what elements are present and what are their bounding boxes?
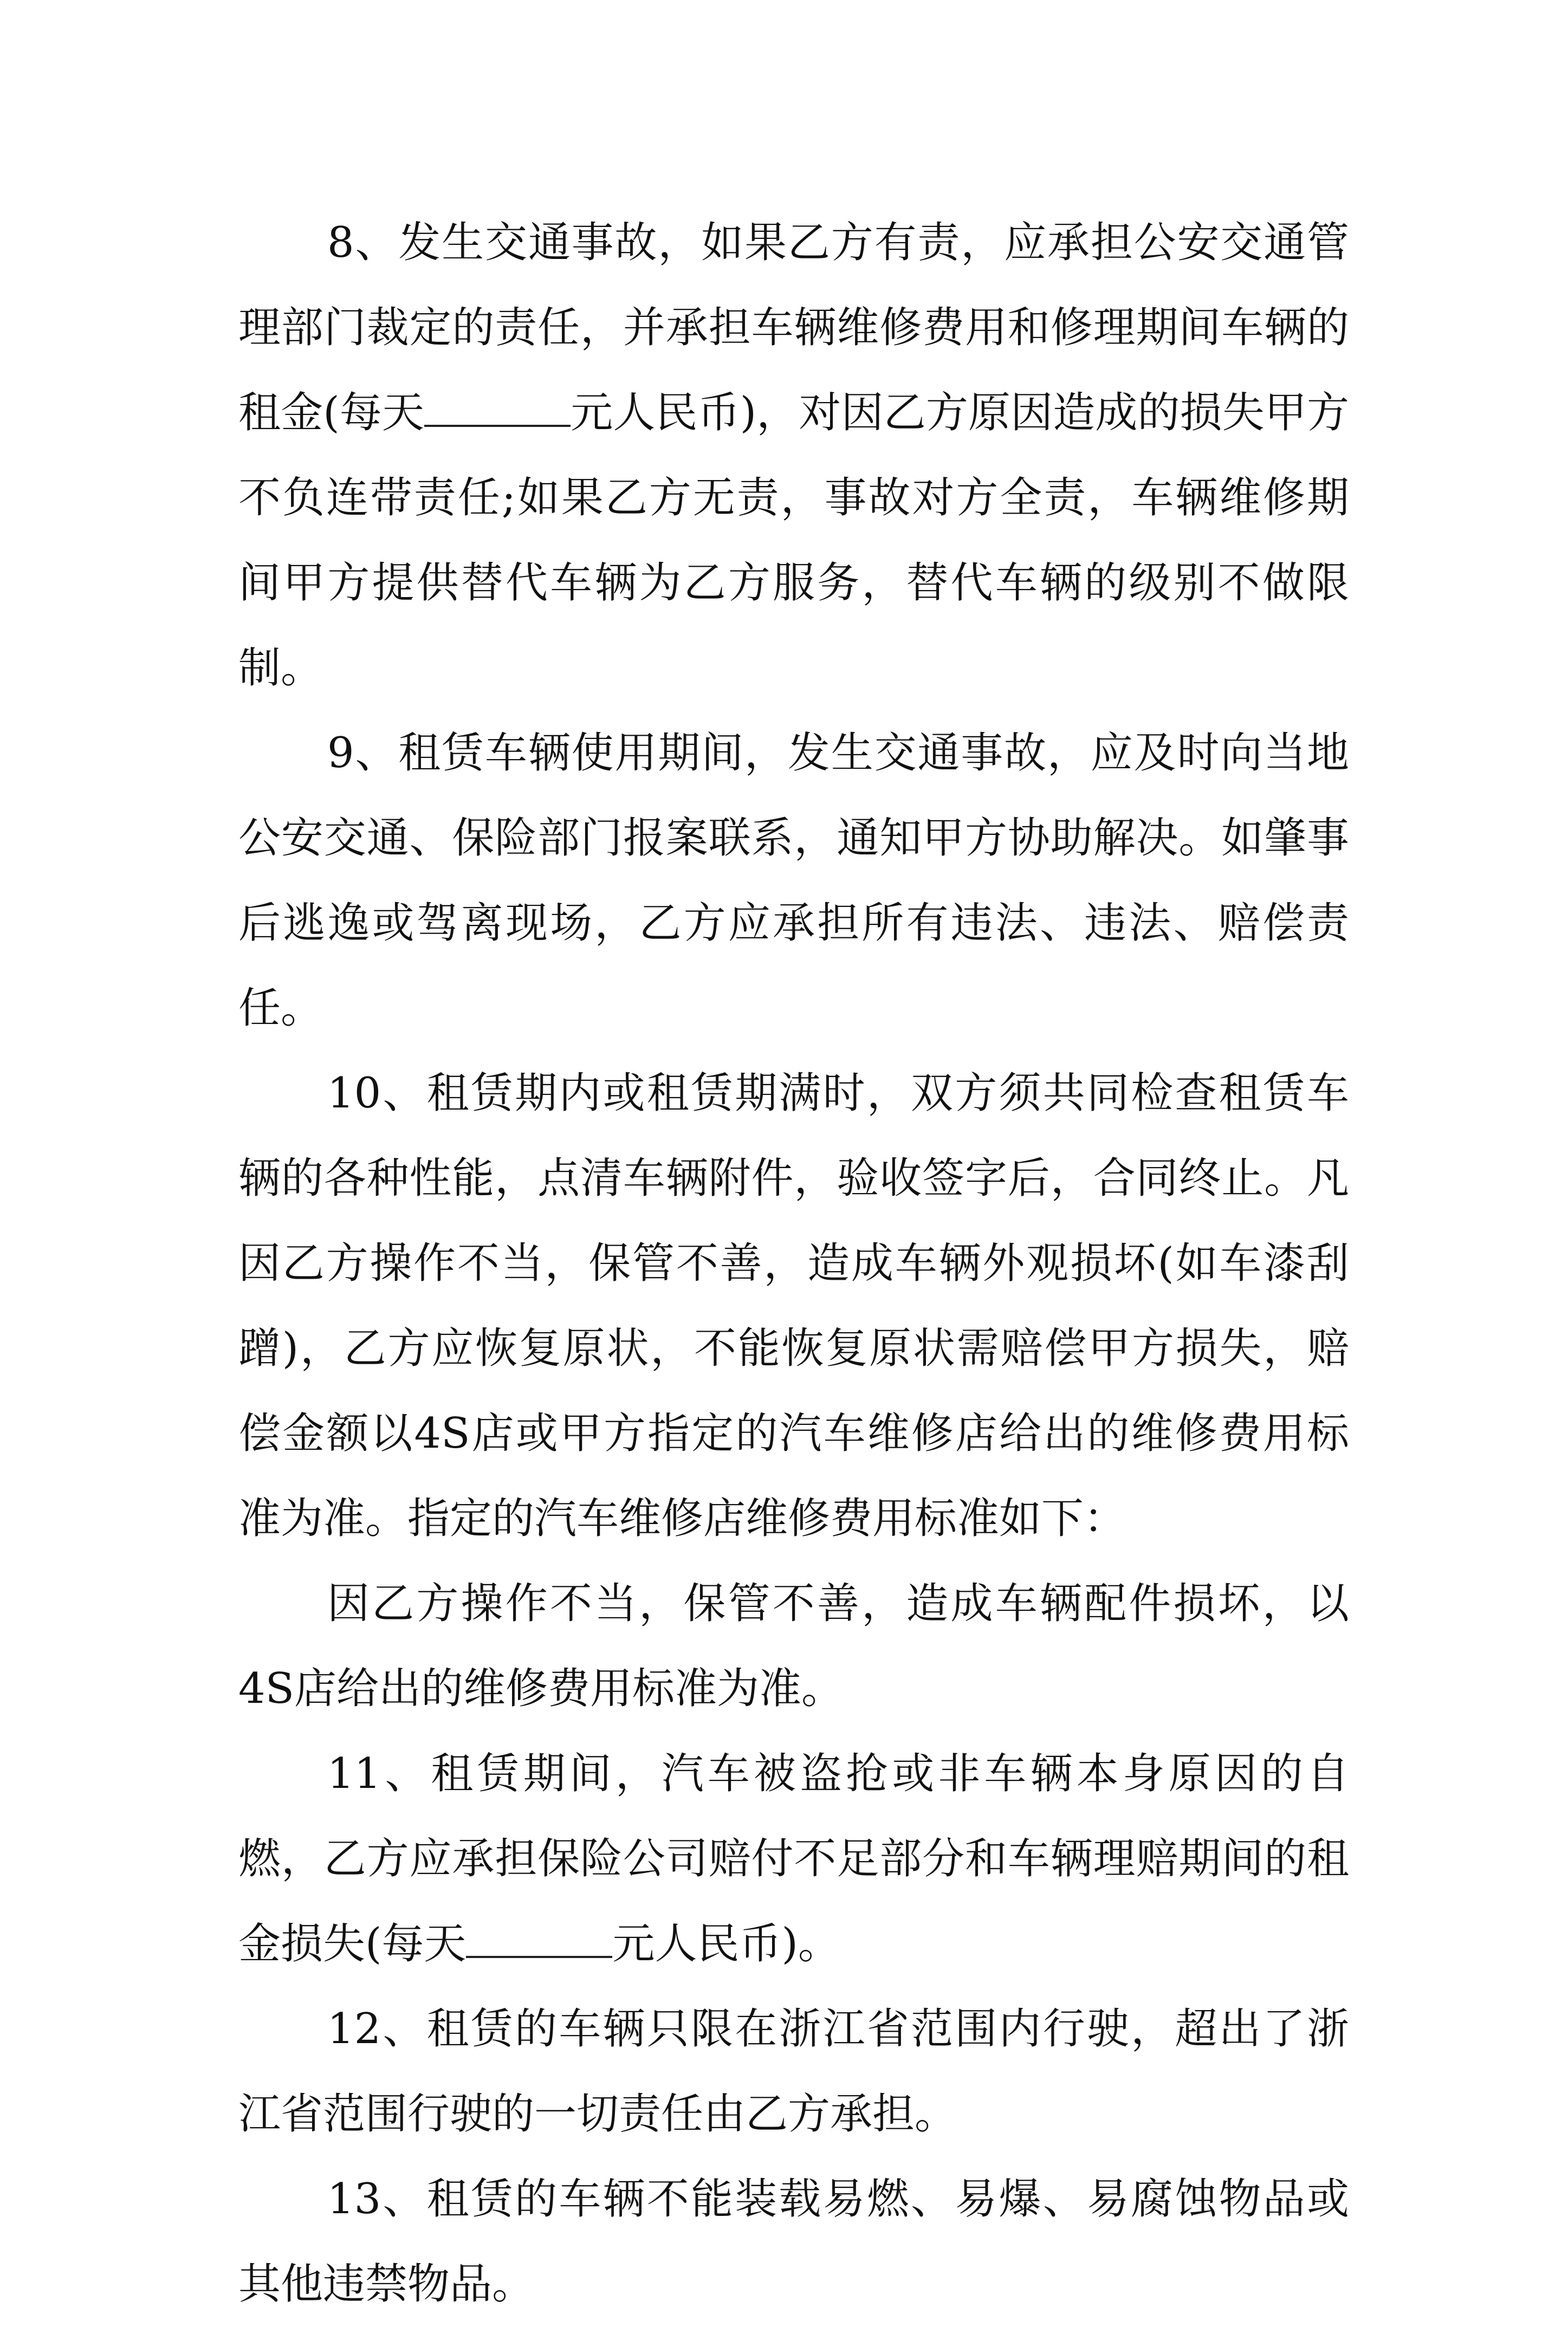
clause-10-supplement: 因乙方操作不当，保管不善，造成车辆配件损坏，以4S店给出的维修费用标准为准。 [238,1579,1349,1713]
clause-9: 9、租赁车辆使用期间，发生交通事故，应及时向当地公安交通、保险部门报案联系，通知甲方协助解决。如肇事后逃逸或驾离现场，乙方应承担所有违法、违法、赔偿责任。 [238,729,1349,1033]
clause-8-text-part1: 8、发生交通事故，如果乙方有责，应承担公安交通管理部门裁定的责任，并承担车辆维修费用和修理期间车辆的租金(每天 [238,218,1349,437]
clause-11 [238,1732,1349,1987]
contract-body [238,200,1349,2327]
clause-10: 10、租赁期内或租赁期满时，双方须共同检查租赁车辆的各种性能，点清车辆附件，验收签字后，合同终止。凡因乙方操作不当，保管不善，造成车辆外观损坏(如车漆刮蹭)，乙方应恢复原状，不能恢复原状需赔偿甲方损失，赔偿金额以4S店或甲方指定的汽车维修店给出的维修费用标准为准。指定的汽车维修店维修费用标准如下： [238,1069,1349,1543]
clause-11-text-part1: 11、租赁期间，汽车被盗抢或非车辆本身原因的自燃，乙方应承担保险公司赔付不足部分和车辆理赔期间的租金损失(每天 [238,1749,1349,1968]
clause-8-text-part2: 元人民币)，对因乙方原因造成的损失甲方不负连带责任;如果乙方无责，事故对方全责，车辆维修期间甲方提供替代车辆为乙方服务，替代车辆的级别不做限制。 [238,388,1349,692]
clause-8 [238,200,1349,711]
daily-rent-blank [424,387,571,427]
clause-13: 13、租赁的车辆不能装载易燃、易爆、易腐蚀物品或其他违禁物品。 [238,2175,1349,2309]
rent-loss-blank [466,1918,612,1958]
clause-11-text-part2: 元人民币)。 [612,1920,840,1968]
clause-12: 12、租赁的车辆只限在浙江省范围内行驶，超出了浙江省范围行驶的一切责任由乙方承担。 [238,2005,1349,2138]
